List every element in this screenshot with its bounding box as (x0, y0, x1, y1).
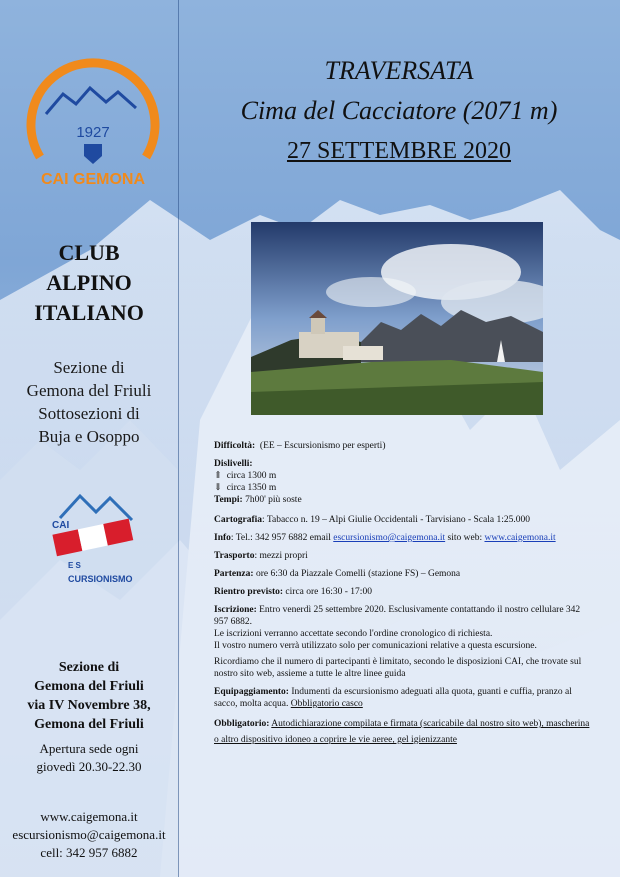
ricordiamo: Ricordiamo che il numero di partecipanti è limitato, secondo le disposizioni CAI, che trovate sul nostro sito web, assieme a tutte le altre linee guida (214, 657, 582, 679)
obbligatorio: Obbligatorio: Autodichiarazione compilata e firmata (scaricabile dal nostro sito web), mascherina o altro dispositivo idoneo a coprire le vie aeree, gel igienizzante (214, 719, 590, 745)
svg-text:CURSIONISMO: CURSIONISMO (68, 574, 133, 584)
rientro: Rientro previsto: circa ore 16:30 - 17:00 (214, 587, 372, 597)
sidebar (0, 0, 178, 877)
svg-text:E S: E S (68, 561, 81, 570)
club-name: CLUB ALPINO ITALIANO (34, 240, 144, 325)
phone-number: cell: 342 957 6882 (40, 845, 138, 860)
contacts (0, 808, 178, 862)
hut-photo (251, 222, 543, 415)
difficolta: Difficoltà: (EE – Escursionismo per esperti) (214, 441, 386, 451)
iscrizione: Iscrizione: Entro venerdì 25 settembre 2020. Esclusivamente contattando il nostro cellulare 342 957 6882. Le iscrizioni verranno accettate secondo l'ordine cronologico di richiesta. Il vostro numero verrà utilizzato solo per comunicazioni relative a questa escursione. (214, 605, 581, 651)
info-web-link[interactable]: www.caigemona.it (484, 533, 556, 543)
dislivelli: Dislivelli: ⇑ circa 1300 m ⇓ circa 1350 m Tempi: 7h00' più soste (214, 459, 302, 505)
svg-text:1927: 1927 (76, 124, 110, 141)
email-link[interactable]: escursionismo@caigemona.it (12, 827, 166, 842)
sezione-text: Sezione di Gemona del Friuli Sottosezioni di Buja e Osoppo (26, 358, 152, 446)
partenza: Partenza: ore 6:30 da Piazzale Comelli (stazione FS) – Gemona (214, 569, 461, 579)
svg-text:CAI: CAI (52, 520, 70, 531)
opening-hours: Apertura sede ogni giovedì 20.30-22.30 (36, 741, 142, 774)
sede-address: Sezione di Gemona del Friuli via IV Novembre 38, Gemona del Friuli (27, 660, 151, 732)
svg-text:CAI GEMONA: CAI GEMONA (41, 171, 145, 188)
equipaggiamento: Equipaggiamento: Indumenti da escursionismo adeguati alla quota, guanti e cuffia, pranzo al sacco, molta acqua. Obbligatorio casco (214, 687, 572, 709)
trip-info (214, 440, 594, 754)
title-line-1: TRAVERSATA (324, 56, 474, 85)
info-email-link[interactable]: escursionismo@caigemona.it (333, 533, 446, 543)
title-line-2: Cima del Cacciatore (2071 m) (240, 96, 558, 125)
website-link[interactable]: www.caigemona.it (40, 809, 138, 824)
event-date: 27 SETTEMBRE 2020 (286, 138, 511, 164)
cai-gemona-logo (18, 52, 168, 202)
trasporto: Trasporto: mezzi propri (214, 551, 308, 561)
info-contacts: Info: Tel.: 342 957 6882 email escursionismo@caigemona.it sito web: www.caigemona.it (214, 533, 556, 543)
escursionismo-logo (40, 478, 150, 588)
cartografia: Cartografia: Tabacco n. 19 – Alpi Giulie Occidentali - Tarvisiano - Scala 1:25.000 (214, 515, 530, 525)
photo-illustration (251, 222, 543, 415)
sidebar-divider (178, 0, 179, 877)
